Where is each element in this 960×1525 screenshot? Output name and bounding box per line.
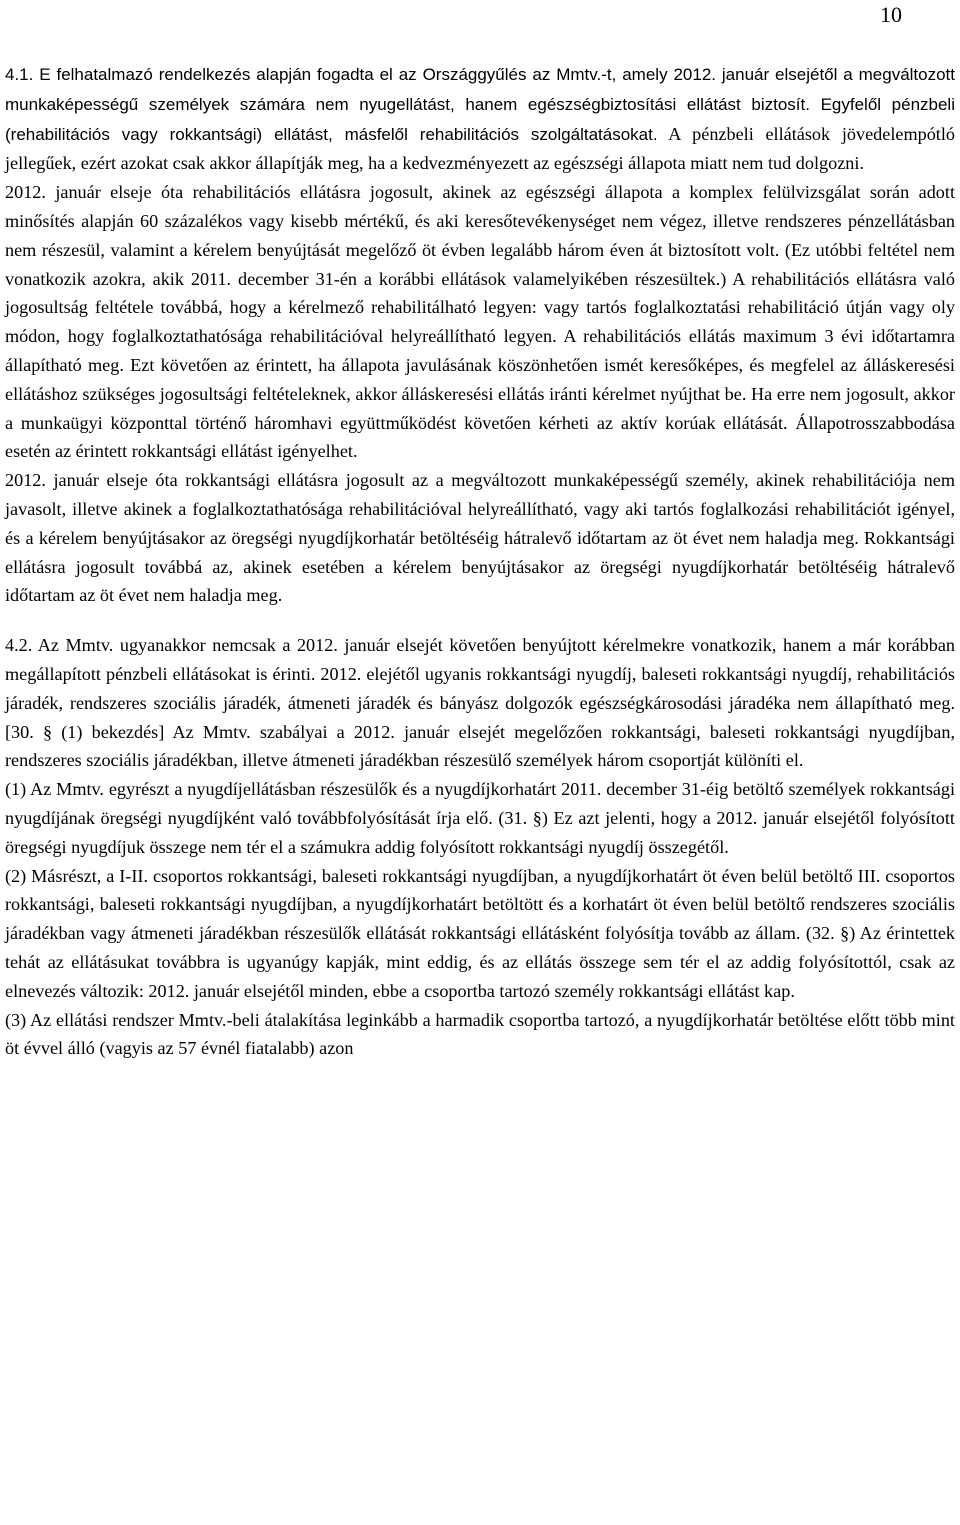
document-body xyxy=(5,60,955,1063)
paragraph-group-3: (3) Az ellátási rendszer Mmtv.-beli átalakítása leginkább a harmadik csoportba tartozó, a nyugdíjkorhatár betöltése előtt több mint öt évvel álló (vagyis az 57 évnél fiatalabb) azon xyxy=(5,1009,955,1059)
paragraph-4-2: 4.2. Az Mmtv. ugyanakkor nemcsak a 2012. január elsejét követően benyújtott kérelmekre vonatkozik, hanem a már korábban megállapított pénzbeli ellátásokat is érinti. 2012. elejétől ugyanis rokkantsági nyugdíj, baleseti rokkantsági nyugdíj, rehabilitációs járadék, rendszeres szociális járadék, átmeneti járadék és bányász dolgozók egészségkárosodási járadéka nem állapítható meg. [30. § (1) bekezdés] Az Mmtv. szabályai a 2012. január elsejét megelőzően rokkantsági, baleseti rokkantsági nyugdíjban, rendszeres szociális járadékban, illetve átmeneti járadékban részesülő személyek három csoportját különíti el. xyxy=(5,635,955,771)
paragraph-4-1-continuation: A pénzbeli ellátások jövedelempótló jellegűek, ezért azokat csak akkor állapítják meg, ha a kedvezményezett az egészségi állapota miatt nem tud dolgozni. xyxy=(5,123,955,174)
paragraph-4-1 xyxy=(5,60,955,178)
paragraph-rehabilitation: 2012. január elseje óta rehabilitációs ellátásra jogosult, akinek az egészségi állapota a komplex felülvizsgálat során adott minősítés alapján 60 százalékos vagy kisebb mértékű, és aki keresőtevékenységet nem végez, illetve rendszeres pénzellátásban nem részesül, valamint a kérelem benyújtását megelőző öt évben legalább három éven át biztosított volt. (Ez utóbbi feltétel nem vonatkozik azokra, akik 2011. december 31-én a korábbi ellátások valamelyikében részesültek.) A rehabilitációs ellátásra való jogosultság feltétele továbbá, hogy a kérelmező rehabilitálható legyen: vagy tartós foglalkoztatási rehabilitáció útján vagy oly módon, hogy foglalkoztathatósága rehabilitációval helyreállítható legyen. A rehabilitációs ellátás maximum 3 évi időtartamra állapítható meg. Ezt követően az érintett, ha állapota javulásának köszönhetően ismét keresőképes, és megfelel az álláskeresési ellátáshoz szükséges jogosultsági feltételeknek, akkor álláskeresési ellátás iránti kérelmet nyújthat be. Ha erre nem jogosult, akkor a munkaügyi központtal történő háromhavi együttműködést követően kérheti az aktív korúak ellátását. Állapotrosszabbodása esetén az érintett rokkantsági ellátást igényelhet. xyxy=(5,182,955,462)
page-number: 10 xyxy=(880,2,902,27)
paragraph-disability: 2012. január elseje óta rokkantsági ellátásra jogosult az a megváltozott munkaképességű személy, akinek rehabilitációja nem javasolt, illetve akinek a foglalkoztathatósága rehabilitációval helyreállítható, vagy aki tartós foglalkozási rehabilitációt igényel, és a kérelem benyújtásakor az öregségi nyugdíjkorhatár betöltéséig hátralevő időtartam az öt évet nem haladja meg. Rokkantsági ellátásra jogosult továbbá az, akinek esetében a kérelem benyújtásakor az öregségi nyugdíjkorhatár betöltéséig hátralevő időtartam az öt évet nem haladja meg. xyxy=(5,470,955,606)
paragraph-group-2: (2) Másrészt, a I-II. csoportos rokkantsági, baleseti rokkantsági nyugdíjban, a nyugdíjkorhatárt öt éven belül betöltő III. csoportos rokkantsági, baleseti rokkantsági nyugdíjban, a nyugdíjkorhatárt betöltött és a korhatárt öt éven belül betöltő rendszeres szociális járadékban vagy átmeneti járadékban részesülők ellátását rokkantsági ellátásként folyósítja tovább az állam. (32. §) Az érintettek tehát az ellátásukat továbbra is ugyanúgy kapják, mint eddig, és az ellátás összege sem tér el az addig folyósítottól, csak az elnevezés változik: 2012. január elsejétől minden, ebbe a csoportba tartozó személy rokkantsági ellátást kap. xyxy=(5,865,955,1001)
paragraph-group-1: (1) Az Mmtv. egyrészt a nyugdíjellátásban részesülők és a nyugdíjkorhatárt 2011. december 31-éig betöltő személyek rokkantsági nyugdíjának öregségi nyugdíjként való továbbfolyósítását írja elő. (31. §) Ez azt jelenti, hogy a 2012. január elsejétől folyósított öregségi nyugdíjuk összege nem tér el a számukra addig folyósított rokkantsági nyugdíj összegétől. xyxy=(5,779,955,857)
paragraph-4-1-text: 4.1. E felhatalmazó rendelkezés alapján fogadta el az Országgyűlés az Mmtv.-t, amely 2012. január elsejétől a megváltozott munkaképességű személyek számára nem nyugellátást, hanem egészségbiztosítási ellátást biztosít. Egyfelől pénzbeli (rehabilitációs vagy rokkantsági) ellátást, másfelől rehabilitációs szolgáltatásokat. xyxy=(5,65,955,144)
